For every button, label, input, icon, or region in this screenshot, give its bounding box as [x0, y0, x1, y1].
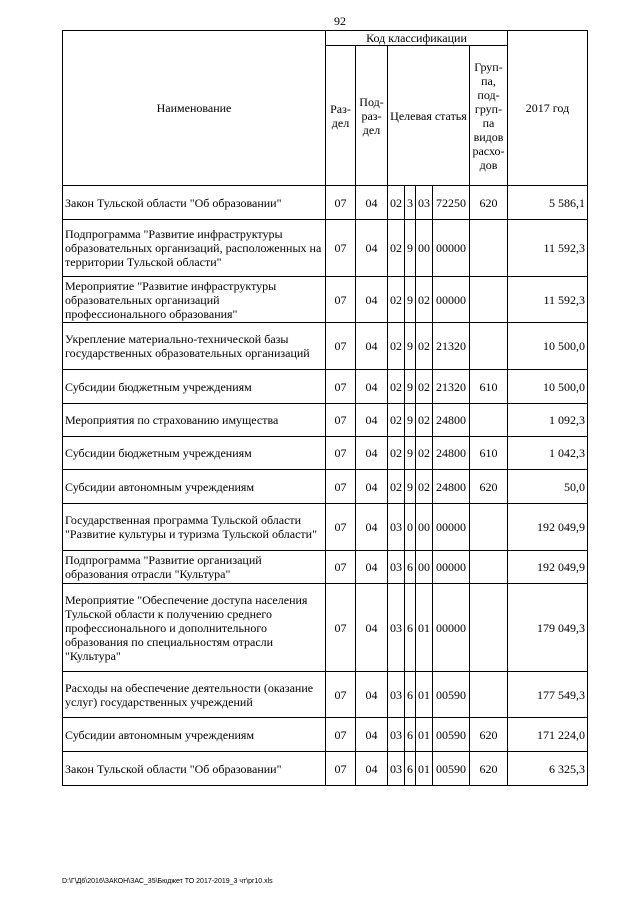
- row-target-subprogram: 9: [405, 220, 416, 277]
- row-name: Субсидии бюджетным учреждениям: [63, 437, 326, 470]
- row-razdel: 07: [326, 718, 356, 752]
- row-target-direction: 72250: [433, 186, 470, 220]
- row-target-event: 02: [416, 370, 433, 404]
- row-target-direction: 00000: [433, 551, 470, 584]
- row-expense-type: 610: [470, 370, 508, 404]
- row-podrazdel: 04: [356, 277, 388, 323]
- table-row: [63, 404, 588, 437]
- row-target-direction: 00590: [433, 752, 470, 786]
- row-target-direction: 24800: [433, 470, 470, 504]
- row-expense-type: [470, 504, 508, 551]
- row-target-event: 00: [416, 220, 433, 277]
- row-expense-type: [470, 584, 508, 672]
- row-razdel: 07: [326, 370, 356, 404]
- row-podrazdel: 04: [356, 404, 388, 437]
- row-amount: 5 586,1: [508, 186, 588, 220]
- row-expense-type: [470, 551, 508, 584]
- row-target-program: 02: [388, 277, 405, 323]
- row-target-direction: 00000: [433, 584, 470, 672]
- row-target-program: 03: [388, 672, 405, 718]
- row-target-program: 03: [388, 584, 405, 672]
- row-amount: 10 500,0: [508, 370, 588, 404]
- row-target-program: 02: [388, 437, 405, 470]
- row-expense-type: [470, 672, 508, 718]
- row-target-subprogram: 6: [405, 718, 416, 752]
- row-target-subprogram: 6: [405, 672, 416, 718]
- row-target-event: 01: [416, 752, 433, 786]
- row-razdel: 07: [326, 437, 356, 470]
- row-target-event: 03: [416, 186, 433, 220]
- row-podrazdel: 04: [356, 584, 388, 672]
- row-razdel: 07: [326, 752, 356, 786]
- row-amount: 6 325,3: [508, 752, 588, 786]
- header-group: Груп- па, под- груп- па видов расхо- дов: [470, 46, 508, 186]
- row-target-event: 02: [416, 404, 433, 437]
- header-year: 2017 год: [508, 31, 588, 186]
- row-expense-type: [470, 404, 508, 437]
- row-expense-type: 620: [470, 752, 508, 786]
- row-amount: 1 092,3: [508, 404, 588, 437]
- row-target-program: 02: [388, 323, 405, 370]
- header-name: Наименование: [63, 31, 326, 186]
- table-row: [63, 323, 588, 370]
- row-razdel: 07: [326, 186, 356, 220]
- row-amount: 177 549,3: [508, 672, 588, 718]
- row-expense-type: 620: [470, 718, 508, 752]
- row-target-event: 01: [416, 672, 433, 718]
- row-target-direction: 00590: [433, 672, 470, 718]
- row-target-program: 02: [388, 470, 405, 504]
- row-razdel: 07: [326, 672, 356, 718]
- row-target-event: 02: [416, 323, 433, 370]
- row-target-subprogram: 6: [405, 551, 416, 584]
- table-row: [63, 437, 588, 470]
- row-podrazdel: 04: [356, 470, 388, 504]
- row-podrazdel: 04: [356, 551, 388, 584]
- row-name: Субсидии бюджетным учреждениям: [63, 370, 326, 404]
- row-target-program: 02: [388, 370, 405, 404]
- row-target-direction: 24800: [433, 437, 470, 470]
- row-podrazdel: 04: [356, 437, 388, 470]
- row-target-program: 02: [388, 404, 405, 437]
- row-podrazdel: 04: [356, 718, 388, 752]
- row-target-direction: 00000: [433, 277, 470, 323]
- row-amount: 192 049,9: [508, 504, 588, 551]
- table-row: [63, 752, 588, 786]
- row-name: Мероприятие "Развитие инфраструктуры образовательных организаций профессионального образования": [63, 277, 326, 323]
- page-number: 92: [334, 14, 346, 28]
- header-classification: Код классификации: [326, 31, 508, 46]
- row-target-event: 02: [416, 470, 433, 504]
- row-expense-type: 620: [470, 470, 508, 504]
- table-row: [63, 551, 588, 584]
- row-razdel: 07: [326, 277, 356, 323]
- row-amount: 11 592,3: [508, 277, 588, 323]
- row-amount: 192 049,9: [508, 551, 588, 584]
- row-podrazdel: 04: [356, 504, 388, 551]
- row-name: Расходы на обеспечение деятельности (оказание услуг) государственных учреждений: [63, 672, 326, 718]
- row-amount: 50,0: [508, 470, 588, 504]
- budget-table: [62, 30, 588, 786]
- row-podrazdel: 04: [356, 752, 388, 786]
- table-row: [63, 672, 588, 718]
- row-razdel: 07: [326, 470, 356, 504]
- row-target-event: 01: [416, 584, 433, 672]
- row-razdel: 07: [326, 323, 356, 370]
- row-podrazdel: 04: [356, 323, 388, 370]
- row-name: Закон Тульской области "Об образовании": [63, 752, 326, 786]
- row-podrazdel: 04: [356, 672, 388, 718]
- row-target-subprogram: 9: [405, 370, 416, 404]
- row-expense-type: [470, 220, 508, 277]
- row-target-direction: 00000: [433, 504, 470, 551]
- row-amount: 1 042,3: [508, 437, 588, 470]
- row-expense-type: [470, 277, 508, 323]
- row-name: Мероприятия по страхованию имущества: [63, 404, 326, 437]
- row-target-direction: 24800: [433, 404, 470, 437]
- row-amount: 171 224,0: [508, 718, 588, 752]
- row-target-subprogram: 6: [405, 584, 416, 672]
- row-name: Субсидии автономным учреждениям: [63, 470, 326, 504]
- row-target-program: 03: [388, 551, 405, 584]
- row-target-event: 00: [416, 504, 433, 551]
- row-podrazdel: 04: [356, 186, 388, 220]
- row-target-subprogram: 9: [405, 323, 416, 370]
- table-body: [63, 186, 588, 786]
- row-razdel: 07: [326, 584, 356, 672]
- row-amount: 10 500,0: [508, 323, 588, 370]
- row-target-subprogram: 3: [405, 186, 416, 220]
- row-name: Мероприятие "Обеспечение доступа населения Тульской области к получению среднего профессионального и дополнительного образования по специальностям отрасли "Культура": [63, 584, 326, 672]
- row-target-program: 03: [388, 752, 405, 786]
- row-target-program: 02: [388, 186, 405, 220]
- row-razdel: 07: [326, 551, 356, 584]
- row-amount: 11 592,3: [508, 220, 588, 277]
- row-target-subprogram: 6: [405, 752, 416, 786]
- row-name: Подпрограмма "Развитие организаций образования отрасли "Культура": [63, 551, 326, 584]
- row-podrazdel: 04: [356, 370, 388, 404]
- row-expense-type: [470, 323, 508, 370]
- row-expense-type: 620: [470, 186, 508, 220]
- header-razdel: Раз- дел: [326, 46, 356, 186]
- row-target-direction: 00000: [433, 220, 470, 277]
- row-target-direction: 00590: [433, 718, 470, 752]
- row-name: Государственная программа Тульской области "Развитие культуры и туризма Тульской области": [63, 504, 326, 551]
- table-row: [63, 277, 588, 323]
- row-target-program: 03: [388, 504, 405, 551]
- row-razdel: 07: [326, 404, 356, 437]
- row-target-subprogram: 9: [405, 470, 416, 504]
- table-row: [63, 370, 588, 404]
- table-row: [63, 470, 588, 504]
- row-target-program: 02: [388, 220, 405, 277]
- row-name: Подпрограмма "Развитие инфраструктуры образовательных организаций, расположенных на территории Тульской области": [63, 220, 326, 277]
- table-row: [63, 504, 588, 551]
- row-razdel: 07: [326, 504, 356, 551]
- row-target-program: 03: [388, 718, 405, 752]
- row-name: Укрепление материально-технической базы государственных образовательных организаций: [63, 323, 326, 370]
- row-target-subprogram: 9: [405, 437, 416, 470]
- row-name: Закон Тульской области "Об образовании": [63, 186, 326, 220]
- file-path-footer: D:\Г\Д6\2016\ЗАКОН\ЗАС_35\Бюджет ТО 2017-2019_3 чт\pr10.xls: [62, 878, 273, 885]
- row-razdel: 07: [326, 220, 356, 277]
- row-expense-type: 610: [470, 437, 508, 470]
- table-row: [63, 220, 588, 277]
- table-row: [63, 186, 588, 220]
- table-row: [63, 718, 588, 752]
- row-name: Субсидии автономным учреждениям: [63, 718, 326, 752]
- row-target-event: 00: [416, 551, 433, 584]
- row-target-event: 02: [416, 277, 433, 323]
- row-podrazdel: 04: [356, 220, 388, 277]
- header-target: Целевая статья: [388, 46, 470, 186]
- row-target-event: 02: [416, 437, 433, 470]
- table-row: [63, 584, 588, 672]
- row-target-event: 01: [416, 718, 433, 752]
- row-target-direction: 21320: [433, 370, 470, 404]
- row-target-subprogram: 0: [405, 504, 416, 551]
- row-target-direction: 21320: [433, 323, 470, 370]
- header-podrazdel: Под- раз- дел: [356, 46, 388, 186]
- row-target-subprogram: 9: [405, 404, 416, 437]
- row-target-subprogram: 9: [405, 277, 416, 323]
- row-amount: 179 049,3: [508, 584, 588, 672]
